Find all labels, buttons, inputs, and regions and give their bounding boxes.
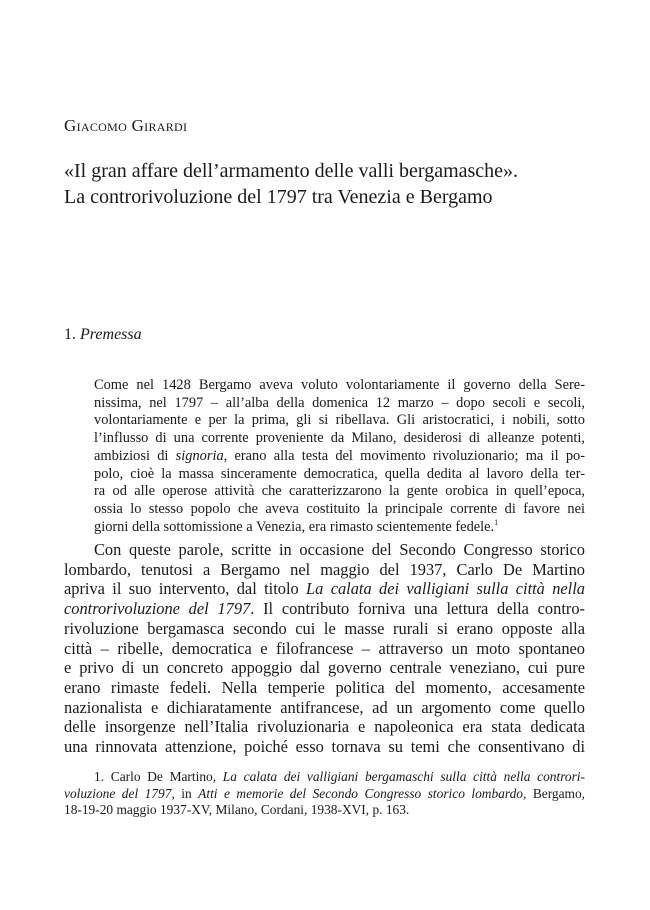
title-line: «Il gran affare dell’armamento delle valli bergamasche». [64,160,519,182]
cited-title: controrivoluzione del 1797 [64,599,251,619]
body-text: apriva il suo intervento, dal titolo [64,579,307,599]
footnote-cited-title: Atti e memorie del Secondo Congresso storico lombardo [198,785,523,801]
section-number: 1. [64,326,76,343]
cited-title: La calata dei valligiani sulla città nella [306,579,585,599]
footnote-cited-title: La calata dei valligiani bergamaschi sulla città nella controri- [222,769,585,784]
body-line: rivoluzione bergamasca secondo cui le masse rurali si erano opposte alla [64,618,585,638]
body-line: lombardo, tenutosi a Bergamo nel maggio del 1937, Carlo De Martino [64,559,585,579]
footnote-line [64,786,585,803]
quote-line: polo, cioè la massa sinceramente democratica, quella dedita al lavoro della ter- [94,465,585,482]
footnote-cited-title: voluzione del 1797 [64,785,172,801]
article-title [64,158,584,210]
body-line: delle insorgenze nell’Italia rivoluzionaria e napoleonica era stata dedicata [64,717,585,737]
body-line: e privo di un concreto appoggio dal governo centrale veneziano, cui pure [64,658,585,678]
footnote [64,769,585,819]
footnote-text: , Bergamo, [522,785,586,801]
quote-emphasis: signoria [175,447,224,464]
body-paragraph [64,540,585,757]
footnote-line: 18-19-20 maggio 1937-XV, Milano, Cordani, 1938-XVI, p. 163. [64,802,410,817]
body-line: nazionalista e dichiaratamente antifrancese, ad un argomento come quello [64,697,585,717]
author-name: Giacomo Girardi [64,116,188,135]
body-line: città – ribelle, democratica e filofrancese – attraverso un moto spontaneo [64,638,585,658]
section-title: Premessa [80,326,142,343]
footnote-line [64,769,585,786]
quote-text: ambiziosi di [94,447,176,464]
quote-line [94,519,585,537]
body-line: Con queste parole, scritte in occasione del Secondo Congresso storico [94,540,585,559]
body-text: . Il contributo forniva una lettura della contro- [250,599,585,619]
section-heading [64,326,142,344]
quote-text: giorni della sottomissione a Venezia, era rimasto scientemente fedele. [94,518,495,535]
block-quote [94,377,585,536]
footnote-ref[interactable]: 1 [494,517,499,527]
body-line: erano rimaste fedeli. Nella temperie politica del momento, accesamente [64,677,585,697]
quote-line [94,448,585,466]
quote-line: l’influsso di una corrente proveniente da Milano, desiderosi di alleanze potenti, [94,430,585,447]
body-line [64,579,585,599]
body-line [64,599,585,619]
body-line: una rinnovata attenzione, poiché esso tornava su temi che consentivano di [64,737,585,757]
footnote-text: , in [171,785,199,801]
quote-line: nissima, nel 1797 – all’alba della domenica 12 marzo – dopo secoli e secoli, [94,394,585,411]
quote-line: volontariamente e per la prima, gli si ribellava. Gli aristocratici, i nobili, sotto [94,412,585,429]
title-line: La controrivoluzione del 1797 tra Venezia e Bergamo [64,186,493,208]
quote-text: , erano alla testa del movimento rivoluzionario; ma il po- [223,447,585,464]
quote-line: Come nel 1428 Bergamo aveva voluto volontariamente il governo della Sere- [94,377,585,393]
quote-line: ossia lo stesso popolo che aveva costituito la principale corrente di favore nei [94,500,585,517]
quote-line: ra od alle operose attività che caratterizzarono la gente orobica in quell’epoca, [94,483,585,500]
footnote-text: 1. Carlo De Martino, [94,769,223,784]
